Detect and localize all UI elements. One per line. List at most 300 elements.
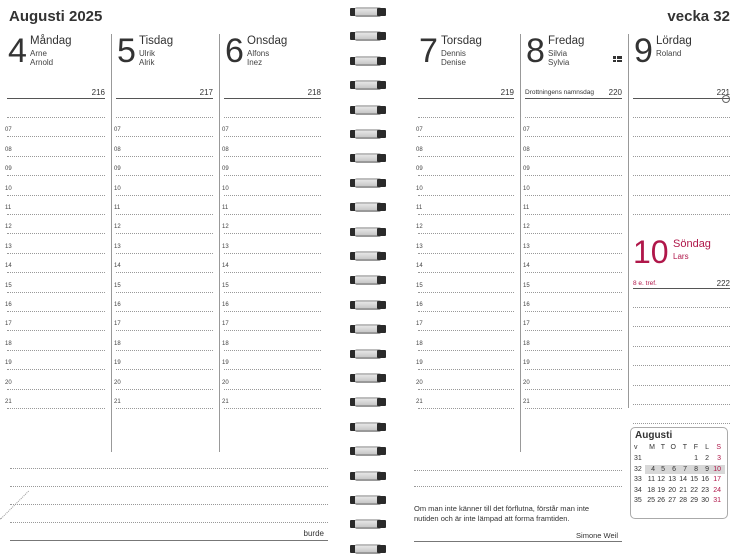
time-slot-line bbox=[418, 117, 514, 118]
hour-label: 09 bbox=[222, 166, 229, 173]
hour-label: 07 bbox=[416, 127, 423, 134]
ring-hole bbox=[377, 350, 386, 358]
day-column bbox=[628, 34, 736, 408]
notes-line bbox=[414, 486, 622, 487]
time-slot-line bbox=[418, 175, 514, 176]
quote-author: Simone Weil bbox=[576, 531, 618, 540]
nameday-label: Denise bbox=[441, 58, 466, 67]
hour-label: 15 bbox=[523, 282, 530, 289]
day-header-divider bbox=[525, 98, 622, 99]
mini-calendar-weekday-header: S bbox=[716, 444, 721, 451]
hour-label: 20 bbox=[114, 379, 121, 386]
time-slot-line bbox=[224, 389, 321, 390]
hour-label: 14 bbox=[114, 263, 121, 270]
time-slot-line bbox=[418, 292, 514, 293]
day-of-year: 216 bbox=[91, 88, 105, 97]
notes-line bbox=[10, 468, 328, 469]
time-slot-line bbox=[116, 389, 213, 390]
mini-calendar-date: 22 bbox=[690, 486, 698, 494]
mini-calendar-date: 5 bbox=[661, 465, 665, 473]
ring-hole bbox=[377, 57, 386, 65]
day-name: Tisdag bbox=[139, 35, 174, 47]
time-slot-line bbox=[224, 330, 321, 331]
mini-calendar-weekday-header: T bbox=[682, 444, 687, 451]
time-slot-line bbox=[633, 214, 730, 215]
time-slot-line bbox=[418, 233, 514, 234]
time-slot-line bbox=[224, 272, 321, 273]
notes-line bbox=[10, 504, 328, 505]
time-slot-line bbox=[418, 408, 514, 409]
mini-calendar-date: 21 bbox=[679, 486, 687, 494]
hour-label: 10 bbox=[523, 185, 530, 192]
hour-label: 14 bbox=[5, 263, 12, 270]
nameday-label: Arne bbox=[30, 49, 47, 58]
time-slot-line bbox=[7, 195, 105, 196]
mini-calendar-weekday-header: F bbox=[693, 444, 698, 451]
nameday-label: Arnold bbox=[30, 58, 54, 67]
time-slot-line bbox=[116, 272, 213, 273]
hour-label: 18 bbox=[523, 340, 530, 347]
ring-hole bbox=[377, 496, 386, 504]
time-slot-line bbox=[633, 423, 730, 424]
time-slot-line bbox=[525, 292, 622, 293]
ring-hole bbox=[377, 130, 386, 138]
sunday-day-of-year: 222 bbox=[716, 279, 730, 288]
spiral-ring bbox=[350, 421, 386, 433]
time-slot-line bbox=[525, 175, 622, 176]
mini-calendar-date: 16 bbox=[701, 476, 709, 483]
hour-label: 07 bbox=[5, 127, 12, 134]
mini-calendar-date: 24 bbox=[713, 486, 721, 494]
time-slot-line bbox=[116, 195, 213, 196]
hour-label: 10 bbox=[222, 185, 229, 192]
ring-hole bbox=[377, 325, 386, 333]
time-slot-line bbox=[116, 117, 213, 118]
time-slot-line bbox=[418, 272, 514, 273]
spiral-ring bbox=[350, 250, 386, 262]
hour-label: 21 bbox=[416, 399, 423, 405]
mini-calendar bbox=[630, 427, 728, 519]
time-slot-line bbox=[633, 404, 730, 405]
hour-label: 10 bbox=[5, 185, 12, 192]
day-name: Torsdag bbox=[441, 35, 482, 47]
hour-label: 19 bbox=[222, 360, 229, 367]
time-slot-line bbox=[7, 272, 105, 273]
day-number: 6 bbox=[225, 32, 244, 70]
time-slot-line bbox=[525, 156, 622, 157]
hour-label: 09 bbox=[523, 166, 530, 173]
time-slot-line bbox=[116, 369, 213, 370]
ring-hole bbox=[377, 252, 386, 260]
hour-label: 12 bbox=[5, 224, 12, 231]
hour-label: 21 bbox=[523, 399, 530, 405]
day-column bbox=[520, 34, 628, 452]
time-slot-line bbox=[116, 350, 213, 351]
time-slot-line bbox=[116, 233, 213, 234]
hour-label: 08 bbox=[114, 146, 121, 153]
time-slot-line bbox=[7, 117, 105, 118]
time-slot-line bbox=[116, 214, 213, 215]
day-number: 8 bbox=[526, 32, 545, 70]
day-header-divider bbox=[633, 98, 730, 99]
time-slot-line bbox=[633, 346, 730, 347]
time-slot-line bbox=[224, 175, 321, 176]
nameday-label: Ulrik bbox=[139, 49, 155, 58]
time-slot-line bbox=[525, 136, 622, 137]
ring-hole bbox=[377, 374, 386, 382]
mini-calendar-date: 9 bbox=[705, 465, 709, 473]
hour-label: 19 bbox=[5, 360, 12, 367]
mini-calendar-date: 13 bbox=[668, 476, 676, 483]
mini-calendar-date: 10 bbox=[713, 465, 721, 473]
time-slot-line bbox=[224, 369, 321, 370]
mini-calendar-weekday-header: M bbox=[649, 444, 655, 451]
time-slot-line bbox=[116, 311, 213, 312]
hour-label: 19 bbox=[416, 360, 423, 367]
hour-label: 15 bbox=[222, 282, 229, 289]
time-slot-line bbox=[224, 350, 321, 351]
spiral-ring bbox=[350, 323, 386, 335]
hour-label: 15 bbox=[114, 282, 121, 289]
time-slot-line bbox=[633, 365, 730, 366]
time-slot-line bbox=[418, 253, 514, 254]
time-slot-line bbox=[116, 175, 213, 176]
spiral-ring bbox=[350, 274, 386, 286]
mini-calendar-week-number: 33 bbox=[634, 476, 642, 483]
time-slot-line bbox=[7, 369, 105, 370]
time-slot-line bbox=[224, 117, 321, 118]
time-slot-line bbox=[633, 117, 730, 118]
mini-calendar-date: 4 bbox=[651, 465, 655, 473]
mini-calendar-date: 30 bbox=[701, 497, 709, 504]
time-slot-line bbox=[7, 311, 105, 312]
day-of-year: 220 bbox=[608, 88, 622, 97]
time-slot-line bbox=[7, 292, 105, 293]
hour-label: 17 bbox=[222, 321, 229, 328]
hour-label: 11 bbox=[222, 205, 229, 211]
ring-hole bbox=[377, 32, 386, 40]
time-slot-line bbox=[418, 136, 514, 137]
hour-label: 18 bbox=[222, 340, 229, 347]
mini-calendar-date: 3 bbox=[717, 455, 721, 462]
hour-label: 20 bbox=[5, 379, 12, 386]
hour-label: 07 bbox=[114, 127, 121, 134]
time-slot-line bbox=[116, 253, 213, 254]
hour-label: 10 bbox=[416, 185, 423, 192]
hour-label: 19 bbox=[114, 360, 121, 367]
hour-label: 08 bbox=[5, 146, 12, 153]
ring-hole bbox=[377, 106, 386, 114]
day-number: 5 bbox=[117, 32, 136, 70]
ring-hole bbox=[377, 203, 386, 211]
mini-calendar-date: 15 bbox=[690, 476, 698, 483]
day-of-year: 218 bbox=[307, 88, 321, 97]
day-header-divider bbox=[418, 98, 514, 99]
day-number: 9 bbox=[634, 32, 653, 70]
time-slot-line bbox=[525, 214, 622, 215]
ring-hole bbox=[377, 81, 386, 89]
day-of-year: 217 bbox=[199, 88, 213, 97]
day-column bbox=[111, 34, 219, 452]
hour-label: 16 bbox=[523, 302, 530, 308]
day-header-divider bbox=[224, 98, 321, 99]
spiral-ring bbox=[350, 299, 386, 311]
hour-label: 17 bbox=[114, 321, 121, 328]
time-slot-line bbox=[7, 156, 105, 157]
time-slot-line bbox=[7, 408, 105, 409]
hour-label: 10 bbox=[114, 185, 121, 192]
hour-label: 09 bbox=[5, 166, 12, 173]
time-slot-line bbox=[224, 408, 321, 409]
spiral-ring bbox=[350, 396, 386, 408]
spiral-ring bbox=[350, 518, 386, 530]
day-name: Onsdag bbox=[247, 35, 288, 47]
mini-calendar-date: 12 bbox=[657, 476, 665, 483]
ring-hole bbox=[377, 520, 386, 528]
mini-calendar-week-number: 32 bbox=[634, 465, 642, 473]
ring-hole bbox=[377, 8, 386, 16]
mini-calendar-weekday-header: L bbox=[705, 444, 709, 451]
mini-calendar-date: 6 bbox=[672, 465, 676, 473]
mini-calendar-date: 14 bbox=[679, 476, 687, 483]
nameday-label: Sylvia bbox=[548, 58, 570, 67]
time-slot-line bbox=[418, 214, 514, 215]
ring-hole bbox=[377, 276, 386, 284]
nameday-label: Alrik bbox=[139, 58, 155, 67]
time-slot-line bbox=[7, 214, 105, 215]
hour-label: 19 bbox=[523, 360, 530, 367]
sunday-header-divider bbox=[633, 288, 730, 289]
spiral-ring bbox=[350, 30, 386, 42]
hour-label: 16 bbox=[5, 302, 12, 308]
month-year-title: Augusti 2025 bbox=[9, 8, 103, 25]
mini-calendar-week-number: 31 bbox=[634, 455, 642, 462]
mini-calendar-date: 19 bbox=[657, 486, 665, 494]
time-slot-line bbox=[633, 136, 730, 137]
hour-label: 13 bbox=[222, 243, 229, 250]
time-slot-line bbox=[525, 233, 622, 234]
sunday-day-number: 10 bbox=[633, 234, 669, 270]
mini-calendar-date: 29 bbox=[690, 497, 698, 504]
time-slot-line bbox=[525, 253, 622, 254]
spiral-ring bbox=[350, 201, 386, 213]
time-slot-line bbox=[418, 350, 514, 351]
hour-label: 17 bbox=[5, 321, 12, 328]
hour-label: 18 bbox=[416, 340, 423, 347]
nameday-label: Silvia bbox=[548, 49, 568, 58]
mini-calendar-week-number: 34 bbox=[634, 486, 642, 494]
time-slot-line bbox=[525, 369, 622, 370]
notes-line bbox=[10, 522, 328, 523]
time-slot-line bbox=[7, 253, 105, 254]
nameday-label: Roland bbox=[656, 49, 682, 58]
hour-label: 16 bbox=[114, 302, 121, 308]
time-slot-line bbox=[116, 330, 213, 331]
corner-decoration bbox=[0, 491, 57, 548]
hour-label: 13 bbox=[5, 243, 12, 250]
hour-label: 14 bbox=[416, 263, 423, 270]
mini-calendar-date: 1 bbox=[694, 455, 698, 462]
mini-calendar-weekday-header: v bbox=[634, 444, 638, 451]
mini-calendar-date: 31 bbox=[713, 497, 721, 504]
mini-calendar-title: Augusti bbox=[635, 430, 673, 441]
mini-calendar-date: 2 bbox=[705, 455, 709, 462]
hour-label: 20 bbox=[523, 379, 530, 386]
week-number-title: vecka 32 bbox=[667, 8, 730, 25]
nameday-label: Dennis bbox=[441, 49, 466, 58]
day-of-year: 221 bbox=[716, 88, 730, 97]
mini-calendar-date: 26 bbox=[657, 497, 665, 504]
mini-calendar-date: 17 bbox=[713, 476, 721, 483]
hour-label: 11 bbox=[416, 205, 423, 211]
spiral-ring bbox=[350, 128, 386, 140]
spiral-ring bbox=[350, 226, 386, 238]
time-slot-line bbox=[7, 350, 105, 351]
time-slot-line bbox=[525, 195, 622, 196]
time-slot-line bbox=[418, 330, 514, 331]
mini-calendar-date: 25 bbox=[647, 497, 655, 504]
ring-hole bbox=[377, 423, 386, 431]
hour-label: 17 bbox=[416, 321, 423, 328]
notes-line bbox=[10, 486, 328, 487]
mini-calendar-weekday-header: O bbox=[670, 444, 676, 451]
ring-hole bbox=[377, 447, 386, 455]
brand-logo-text: burde bbox=[303, 529, 324, 538]
hour-label: 21 bbox=[5, 399, 12, 405]
time-slot-line bbox=[224, 292, 321, 293]
day-column bbox=[3, 34, 111, 452]
mini-calendar-date: 20 bbox=[668, 486, 676, 494]
hour-label: 12 bbox=[523, 224, 530, 231]
day-header-divider bbox=[7, 98, 105, 99]
day-column bbox=[219, 34, 327, 452]
holiday-label: Drottningens namnsdag bbox=[525, 89, 595, 96]
time-slot-line bbox=[633, 307, 730, 308]
time-slot-line bbox=[224, 253, 321, 254]
hour-label: 15 bbox=[416, 282, 423, 289]
time-slot-line bbox=[7, 233, 105, 234]
weekend-circle-icon bbox=[722, 95, 730, 103]
ring-hole bbox=[377, 545, 386, 553]
notes-bottom-line bbox=[10, 540, 328, 541]
time-slot-line bbox=[224, 311, 321, 312]
time-slot-line bbox=[525, 330, 622, 331]
time-slot-line bbox=[633, 175, 730, 176]
time-slot-line bbox=[224, 195, 321, 196]
right-page bbox=[392, 0, 736, 559]
hour-label: 11 bbox=[523, 205, 530, 211]
hour-label: 17 bbox=[523, 321, 530, 328]
mini-calendar-date: 18 bbox=[647, 486, 655, 494]
time-slot-line bbox=[633, 156, 730, 157]
hour-label: 18 bbox=[114, 340, 121, 347]
time-slot-line bbox=[116, 292, 213, 293]
time-slot-line bbox=[224, 136, 321, 137]
time-slot-line bbox=[525, 389, 622, 390]
mini-calendar-weekday-header: T bbox=[660, 444, 665, 451]
hour-label: 20 bbox=[416, 379, 423, 386]
time-slot-line bbox=[7, 389, 105, 390]
time-slot-line bbox=[633, 385, 730, 386]
hour-label: 18 bbox=[5, 340, 12, 347]
ring-hole bbox=[377, 301, 386, 309]
mini-calendar-date: 11 bbox=[647, 476, 655, 483]
nameday-label: Alfons bbox=[247, 49, 270, 58]
mini-calendar-date: 7 bbox=[683, 465, 687, 473]
mini-calendar-date: 28 bbox=[679, 497, 687, 504]
day-number: 7 bbox=[419, 32, 438, 70]
mini-calendar-date: 23 bbox=[701, 486, 709, 494]
time-slot-line bbox=[224, 214, 321, 215]
ring-hole bbox=[377, 472, 386, 480]
time-slot-line bbox=[116, 408, 213, 409]
time-slot-line bbox=[7, 136, 105, 137]
time-slot-line bbox=[525, 272, 622, 273]
quote-text: Om man inte känner till det förflutna, förstår man inte nutiden och är inte lämpad att forma framtiden. bbox=[414, 504, 590, 523]
nameday-label: Inez bbox=[247, 58, 263, 67]
time-slot-line bbox=[418, 369, 514, 370]
spiral-ring bbox=[350, 470, 386, 482]
hour-label: 14 bbox=[222, 263, 229, 270]
day-column bbox=[414, 34, 520, 452]
hour-label: 20 bbox=[222, 379, 229, 386]
spiral-ring bbox=[350, 104, 386, 116]
ring-hole bbox=[377, 398, 386, 406]
hour-label: 08 bbox=[222, 146, 229, 153]
hour-label: 12 bbox=[416, 224, 423, 231]
spiral-ring bbox=[350, 372, 386, 384]
left-page bbox=[0, 0, 352, 559]
sunday-info-label: 8 e. tref. bbox=[633, 280, 657, 287]
day-name: Fredag bbox=[548, 35, 585, 47]
hour-label: 09 bbox=[114, 166, 121, 173]
hour-label: 12 bbox=[114, 224, 121, 231]
time-slot-line bbox=[7, 330, 105, 331]
spiral-ring bbox=[350, 55, 386, 67]
hour-label: 21 bbox=[114, 399, 121, 405]
spiral-ring bbox=[350, 79, 386, 91]
ring-hole bbox=[377, 179, 386, 187]
notes-line bbox=[414, 470, 622, 471]
day-name: Måndag bbox=[30, 35, 72, 47]
hour-label: 21 bbox=[222, 399, 229, 405]
time-slot-line bbox=[418, 311, 514, 312]
time-slot-line bbox=[418, 389, 514, 390]
hour-label: 11 bbox=[114, 205, 121, 211]
hour-label: 14 bbox=[523, 263, 530, 270]
sunday-day-name: Söndag bbox=[673, 238, 711, 250]
mini-calendar-date: 27 bbox=[668, 497, 676, 504]
hour-label: 16 bbox=[416, 302, 423, 308]
day-name: Lördag bbox=[656, 35, 692, 47]
time-slot-line bbox=[116, 156, 213, 157]
hour-label: 08 bbox=[523, 146, 530, 153]
notes-bottom-line bbox=[414, 541, 622, 542]
ring-hole bbox=[377, 154, 386, 162]
day-header-divider bbox=[116, 98, 213, 99]
time-slot-line bbox=[633, 326, 730, 327]
time-slot-line bbox=[633, 195, 730, 196]
spiral-ring bbox=[350, 494, 386, 506]
time-slot-line bbox=[7, 175, 105, 176]
time-slot-line bbox=[116, 136, 213, 137]
flag-icon bbox=[613, 56, 622, 62]
hour-label: 16 bbox=[222, 302, 229, 308]
ring-hole bbox=[377, 228, 386, 236]
hour-label: 13 bbox=[523, 243, 530, 250]
hour-label: 12 bbox=[222, 224, 229, 231]
sunday-nameday-label: Lars bbox=[673, 252, 689, 261]
